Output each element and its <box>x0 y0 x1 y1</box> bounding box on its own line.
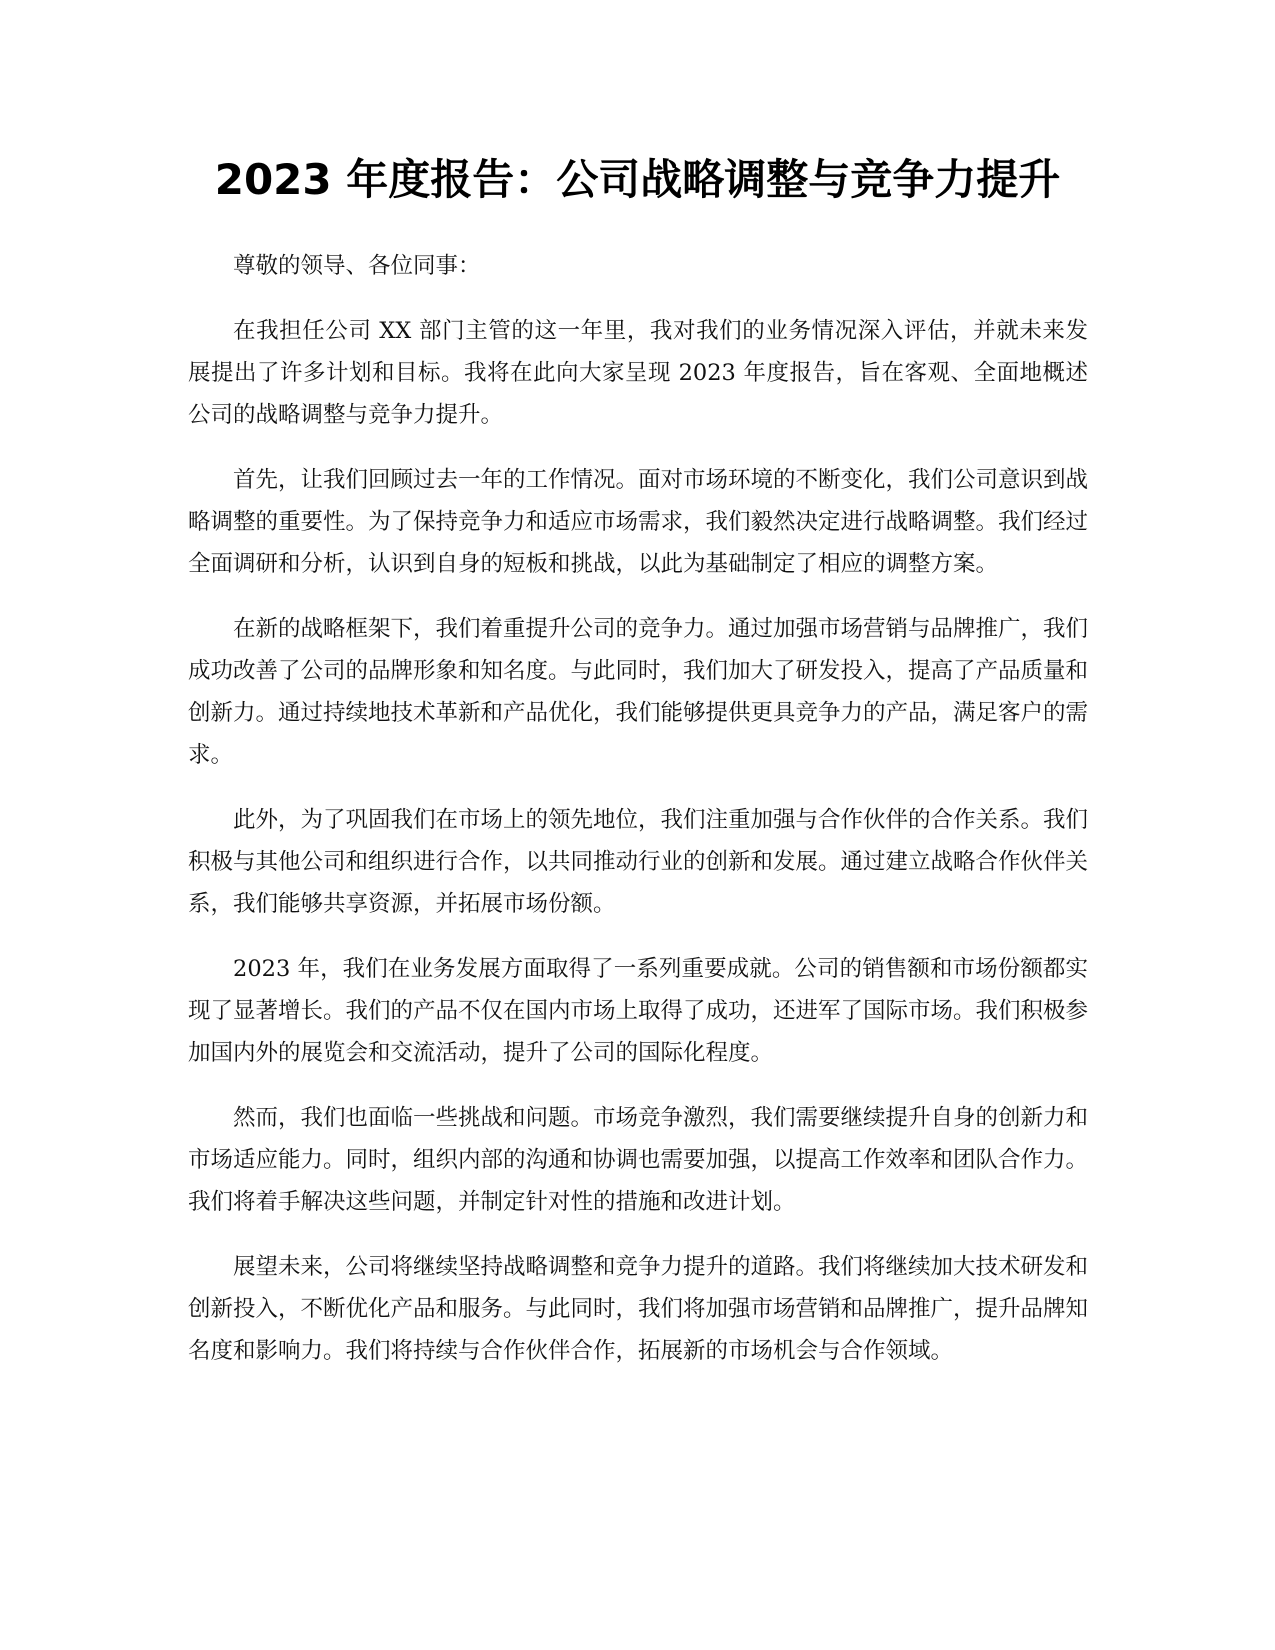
partnership-paragraph: 此外，为了巩固我们在市场上的领先地位，我们注重加强与合作伙伴的合作关系。我们积极与其他公司和组织进行合作，以共同推动行业的创新和发展。通过建立战略合作伙伴关系，我们能够共享资源，并拓展市场份额。 <box>188 807 1089 917</box>
greeting-paragraph: 尊敬的领导、各位同事： <box>233 253 481 279</box>
document-title: 2023 年度报告：公司战略调整与竞争力提升 <box>214 155 1061 204</box>
competitiveness-paragraph: 在新的战略框架下，我们着重提升公司的竞争力。通过加强市场营销与品牌推广，我们成功改善了公司的品牌形象和知名度。与此同时，我们加大了研发投入，提高了产品质量和创新力。通过持续地技术革新和产品优化，我们能够提供更具竞争力的产品，满足客户的需求。 <box>188 616 1089 768</box>
achievements-paragraph: 2023 年，我们在业务发展方面取得了一系列重要成就。公司的销售额和市场份额都实现了显著增长。我们的产品不仅在国内市场上取得了成功，还进军了国际市场。我们积极参加国内外的展览会和交流活动，提升了公司的国际化程度。 <box>188 956 1089 1066</box>
intro-paragraph: 在我担任公司 XX 部门主管的这一年里，我对我们的业务情况深入评估，并就未来发展提出了许多计划和目标。我将在此向大家呈现 2023 年度报告，旨在客观、全面地概述公司的战略调整与竞争力提升。 <box>188 318 1088 428</box>
outlook-paragraph: 展望未来，公司将继续坚持战略调整和竞争力提升的道路。我们将继续加大技术研发和创新投入，不断优化产品和服务。与此同时，我们将加强市场营销和品牌推广，提升品牌知名度和影响力。我们将持续与合作伙伴合作，拓展新的市场机会与合作领域。 <box>188 1254 1089 1364</box>
document-body <box>188 245 1088 1395</box>
challenges-paragraph: 然而，我们也面临一些挑战和问题。市场竞争激烈，我们需要继续提升自身的创新力和市场适应能力。同时，组织内部的沟通和协调也需要加强，以提高工作效率和团队合作力。我们将着手解决这些问题，并制定针对性的措施和改进计划。 <box>188 1105 1089 1215</box>
review-paragraph: 首先，让我们回顾过去一年的工作情况。面对市场环境的不断变化，我们公司意识到战略调整的重要性。为了保持竞争力和适应市场需求，我们毅然决定进行战略调整。我们经过全面调研和分析，认识到自身的短板和挑战，以此为基础制定了相应的调整方案。 <box>188 467 1089 577</box>
